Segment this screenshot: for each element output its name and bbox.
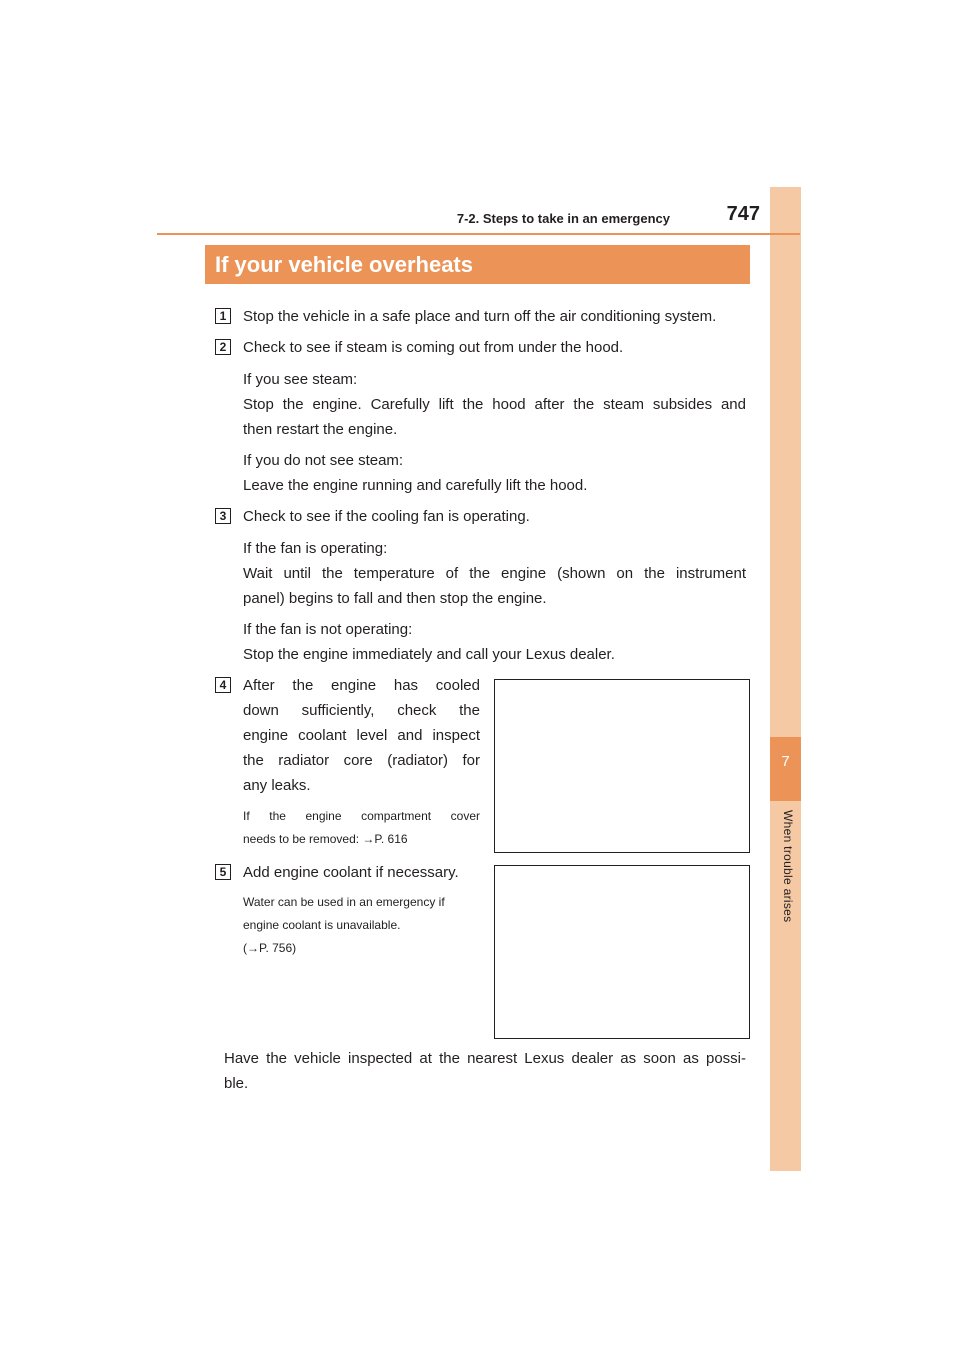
step-2-case-2-action-line-1: Leave the engine running and carefully lift the hood. xyxy=(243,477,588,494)
step-3-case-1-action-line-2: panel) begins to fall and then stop the engine. xyxy=(243,590,547,607)
page-number: 747 xyxy=(726,203,760,225)
closing-text-line-1: Have the vehicle inspected at the nearest Lexus dealer as soon as possi- xyxy=(224,1050,746,1067)
step-3-case-1-condition: If the fan is operating: xyxy=(243,540,388,557)
step-3-case-2-action-line-1: Stop the engine immediately and call your Lexus dealer. xyxy=(243,646,615,663)
chapter-title: When trouble arises xyxy=(781,810,795,923)
engine-coolant-illustration xyxy=(494,679,750,853)
chapter-sidebar xyxy=(770,187,801,1171)
step-4-number: 4 xyxy=(215,677,231,693)
step-1-text: Stop the vehicle in a safe place and turn off the air conditioning system. xyxy=(243,308,717,325)
step-5-text: Add engine coolant if necessary. xyxy=(243,864,459,881)
step-5-note-line-1: Water can be used in an emergency if xyxy=(243,895,445,909)
step-2-case-2-condition: If you do not see steam: xyxy=(243,452,404,469)
step-3-number: 3 xyxy=(215,508,231,524)
step-4-text-line-5: any leaks. xyxy=(243,777,311,794)
step-4-text-line-4: the radiator core (radiator) for xyxy=(243,752,480,769)
step-3-case-2-condition: If the fan is not operating: xyxy=(243,621,413,638)
step-2-number: 2 xyxy=(215,339,231,355)
step-3-case-1-action-line-1: Wait until the temperature of the engine (shown on the instrument xyxy=(243,565,746,582)
step-2-case-1-action-line-2: then restart the engine. xyxy=(243,421,398,438)
step-2-case-1-action-line-1: Stop the engine. Carefully lift the hood after the steam subsides and xyxy=(243,396,746,413)
page-title: If your vehicle overheats xyxy=(215,252,473,277)
header-divider xyxy=(157,233,800,235)
step-2-text: Check to see if steam is coming out from under the hood. xyxy=(243,339,624,356)
step-4-note-line-1: If the engine compartment cover xyxy=(243,809,480,823)
step-2-case-1-condition: If you see steam: xyxy=(243,371,358,388)
closing-text-line-2: ble. xyxy=(224,1075,249,1092)
section-header: 7-2. Steps to take in an emergency xyxy=(456,211,670,226)
step-3-text: Check to see if the cooling fan is operating. xyxy=(243,508,530,525)
section-title-bar xyxy=(205,245,750,284)
coolant-reservoir-illustration xyxy=(494,865,750,1039)
chapter-number: 7 xyxy=(781,753,790,770)
step-4-text-line-1: After the engine has cooled xyxy=(243,677,480,694)
step-1-number: 1 xyxy=(215,308,231,324)
step-4-text-line-2: down sufficiently, check the xyxy=(243,702,480,719)
step-5-number: 5 xyxy=(215,864,231,880)
step-5-note-line-2: engine coolant is unavailable. xyxy=(243,918,401,932)
step-5-note-line-3: (→P. 756) xyxy=(243,941,297,955)
step-4-note-line-2: needs to be removed: →P. 616 xyxy=(243,832,408,846)
step-4-text-line-3: engine coolant level and inspect xyxy=(243,727,480,744)
